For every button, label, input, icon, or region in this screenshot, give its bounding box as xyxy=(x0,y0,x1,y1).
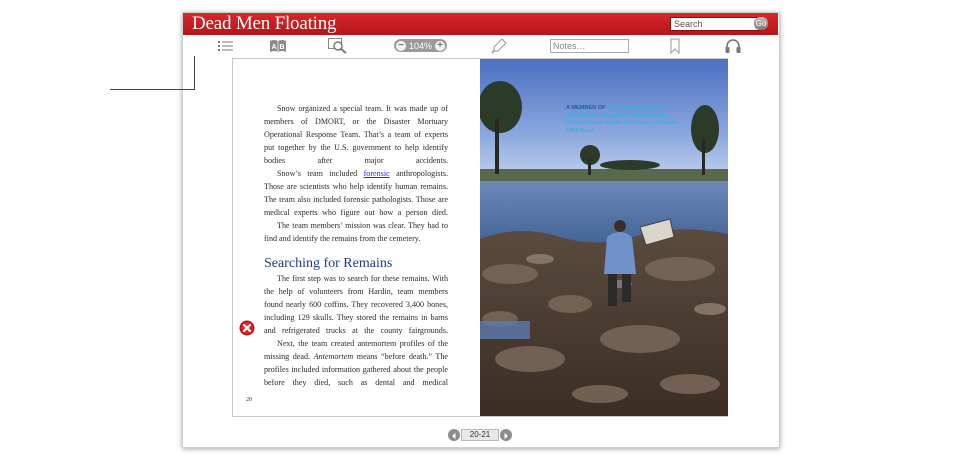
notes-field[interactable] xyxy=(550,39,629,53)
paragraph-5-start: Next, the team created antemortem profiles of the missing dead. xyxy=(264,339,448,361)
previous-page-button[interactable] xyxy=(448,429,460,441)
caption-text: the Disaster Mortuary Operational Response Team views the destruction at Hardin Cemetery during the 1993 flood. xyxy=(566,105,679,134)
paragraph-3: The team members’ mission was clear. They had to find and identify the remains from the cemetery. xyxy=(264,221,448,243)
paragraph-5-rest: means “before death.” The profiles included information gathered about the people before they died, such as dental and medical xyxy=(264,352,449,387)
zoom-level: 104% xyxy=(408,40,433,51)
svg-text:B: B xyxy=(279,44,285,51)
paragraph-4: The first step was to search for these remains. With the help of volunteers from Hardin, team members found nearly 600 coffins. They recovered 3,400 bones, including 129 skulls. They stored the remains in barns and refrigerated trucks at the county fairgrounds. xyxy=(264,274,448,335)
paragraph-1: Snow organized a special team. It was made up of members of DMORT, or the Disaster Mortuary Operational Response Team. That’s a team of experts put together by the U.S. government to help identify bodies after major accidents. xyxy=(264,104,448,165)
callout-line xyxy=(110,89,195,90)
page-indicator: 20-21 xyxy=(461,429,499,441)
svg-text:A: A xyxy=(271,44,277,51)
glossary-link-forensic[interactable]: forensic xyxy=(363,169,390,178)
paragraph-2 xyxy=(264,167,448,219)
magnifier-icon[interactable] xyxy=(327,38,349,54)
highlighter-icon[interactable] xyxy=(490,38,508,54)
page-navigator xyxy=(448,429,512,441)
paragraph-2-start: Snow’s team included xyxy=(277,169,358,178)
table-of-contents-icon[interactable] xyxy=(217,38,235,54)
search-input[interactable] xyxy=(670,17,760,31)
search-go-button[interactable]: Go xyxy=(755,19,767,28)
book-title: Dead Men Floating xyxy=(192,13,337,34)
italic-term: Antemortem xyxy=(313,352,354,361)
zoom-control xyxy=(394,39,447,52)
glossary-icon[interactable] xyxy=(268,38,288,54)
paragraph-2-rest: anthropologists. Those are scientists who help identify human remains. The team also included forensic pathologists. Those are medical experts who figure out how a person died. xyxy=(264,169,448,217)
callout-line-vertical xyxy=(194,56,195,90)
bookmark-icon[interactable] xyxy=(668,38,682,54)
headphones-icon[interactable] xyxy=(723,38,743,54)
caption-lead: A MEMBER OF xyxy=(566,105,606,111)
page-number: 20 xyxy=(246,397,252,403)
next-page-button[interactable] xyxy=(500,429,512,441)
zoom-in-button[interactable]: + xyxy=(435,41,445,51)
photo-caption xyxy=(566,105,680,135)
zoom-out-button[interactable]: − xyxy=(396,41,406,51)
close-icon[interactable] xyxy=(239,320,255,336)
section-heading: Searching for Remains xyxy=(264,256,393,271)
paragraph-5 xyxy=(264,337,448,389)
